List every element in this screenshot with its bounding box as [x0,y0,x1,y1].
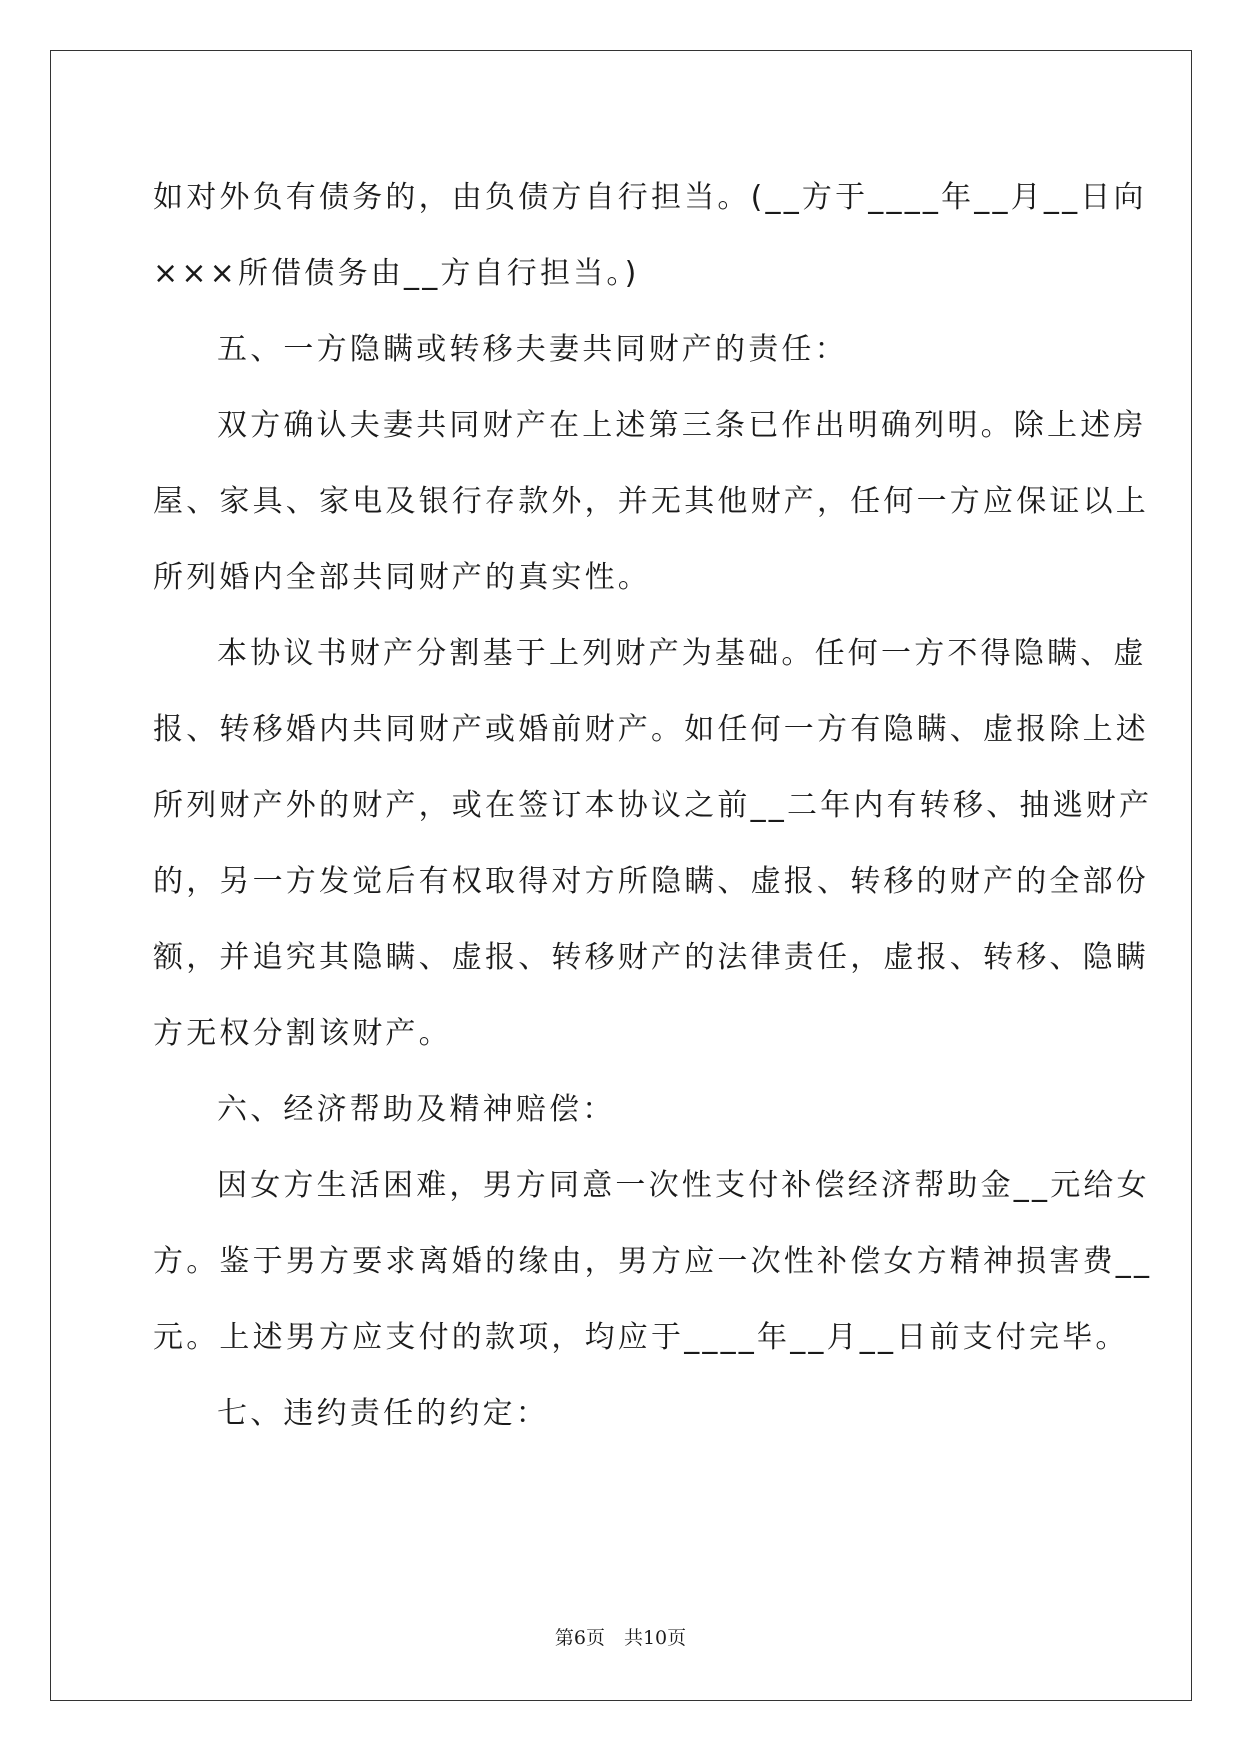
text-line-14: 因女方生活困难，男方同意一次性支付补偿经济帮助金__元给女 [217,1168,1150,1203]
section-heading-6: 六、经济帮助及精神赔偿： [217,1092,616,1127]
text-line-1: 如对外负有债务的，由负债方自行担当。(__方于____年__月__日向 [153,180,1147,215]
text-line-16: 元。上述男方应支付的款项，均应于____年__月__日前支付完毕。 [153,1320,1129,1355]
text-line-2: ×××所借债务由__方自行担当。) [153,256,640,291]
text-line-7: 本协议书财产分割基于上列财产为基础。任何一方不得隐瞒、虚 [217,636,1147,671]
text-line-8: 报、转移婚内共同财产或婚前财产。如任何一方有隐瞒、虚报除上述 [153,712,1149,747]
section-heading-5: 五、一方隐瞒或转移夫妻共同财产的责任： [217,332,848,367]
text-line-6: 所列婚内全部共同财产的真实性。 [153,560,651,595]
text-line-11: 额，并追究其隐瞒、虚报、转移财产的法律责任，虚报、转移、隐瞒 [153,940,1149,975]
page-number-footer: 第6页 共10页 [554,1627,687,1649]
text-line-15: 方。鉴于男方要求离婚的缘由，男方应一次性补偿女方精神损害费__ [153,1244,1153,1279]
section-heading-7: 七、违约责任的约定： [217,1396,549,1431]
text-line-10: 的，另一方发觉后有权取得对方所隐瞒、虚报、转移的财产的全部份 [153,864,1149,899]
document-body [153,160,1153,1452]
text-line-12: 方无权分割该财产。 [153,1016,452,1051]
text-line-4: 双方确认夫妻共同财产在上述第三条已作出明确列明。除上述房 [217,408,1147,443]
text-line-5: 屋、家具、家电及银行存款外，并无其他财产，任何一方应保证以上 [153,484,1149,519]
text-line-9: 所列财产外的财产，或在签订本协议之前__二年内有转移、抽逃财产 [153,788,1153,823]
